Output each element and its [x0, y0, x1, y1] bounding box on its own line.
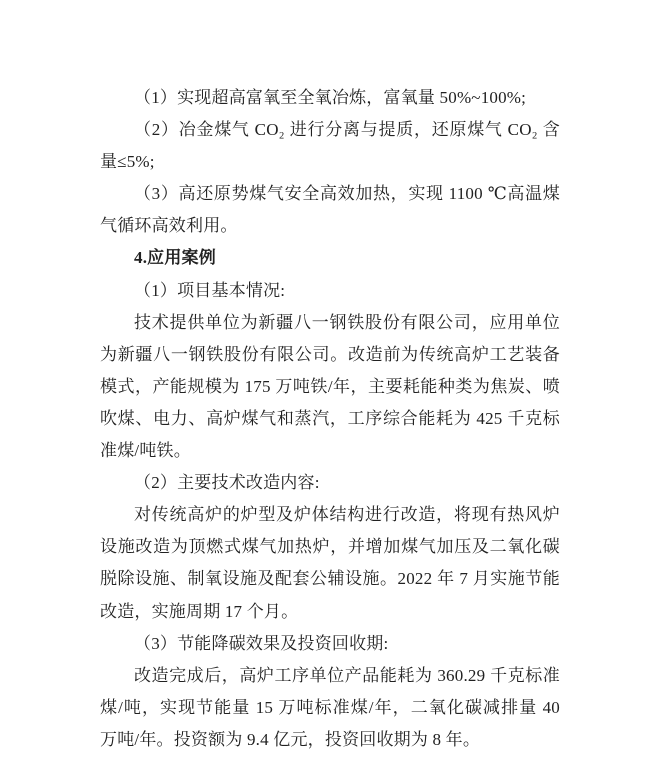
- paragraph: [100, 275, 560, 307]
- text-line: 改造，实施周期 17 个月。: [100, 601, 299, 621]
- text-line: （3）节能降碳效果及投资回收期:: [134, 633, 389, 653]
- text-line: （1）项目基本情况:: [134, 280, 286, 300]
- text-line: （1）实现超高富氧至全氧冶炼，富氧量 50%~100%;: [134, 88, 527, 107]
- paragraph: [100, 82, 560, 114]
- paragraph: [100, 660, 560, 756]
- text-line: （2）冶金煤气 CO₂ 进行分离与提质，还原煤气 CO₂ 含: [134, 120, 560, 140]
- text-line: 气循环高效利用。: [100, 216, 238, 236]
- paragraph: [100, 307, 560, 467]
- text-line: 4.应用案例: [134, 248, 216, 268]
- paragraph: [100, 114, 560, 178]
- paragraph: [100, 178, 560, 242]
- text-line: 设施改造为顶燃式煤气加热炉，并增加煤气加压及二氧化碳: [100, 537, 560, 557]
- text-line: （2）主要技术改造内容:: [134, 473, 320, 493]
- text-line: 吹煤、电力、高炉煤气和蒸汽，工序综合能耗为 425 千克标: [100, 408, 560, 428]
- text-line: 准煤/吨铁。: [100, 441, 191, 461]
- text-line: 煤/吨，实现节能量 15 万吨标准煤/年，二氧化碳减排量 40: [100, 697, 560, 717]
- text-line: 脱除设施、制氧设施及配套公辅设施。2022 年 7 月实施节能: [100, 569, 560, 589]
- text-line: 对传统高炉的炉型及炉体结构进行改造，将现有热风炉: [134, 505, 560, 525]
- text-line: 万吨/年。投资额为 9.4 亿元，投资回收期为 8 年。: [100, 729, 481, 749]
- paragraph: [100, 499, 560, 627]
- text-line: 技术提供单位为新疆八一钢铁股份有限公司，应用单位: [134, 312, 560, 332]
- document-body: [100, 82, 560, 756]
- text-line: 量≤5%;: [100, 152, 155, 172]
- text-line: 为新疆八一钢铁股份有限公司。改造前为传统高炉工艺装备: [100, 344, 560, 364]
- section-heading: [100, 242, 560, 274]
- text-line: （3）高还原势煤气安全高效加热，实现 1100 ℃高温煤: [134, 184, 560, 204]
- paragraph: [100, 628, 560, 660]
- text-line: 模式，产能规模为 175 万吨铁/年，主要耗能种类为焦炭、喷: [100, 376, 560, 396]
- text-line: 改造完成后，高炉工序单位产品能耗为 360.29 千克标准: [134, 665, 560, 685]
- paragraph: [100, 467, 560, 499]
